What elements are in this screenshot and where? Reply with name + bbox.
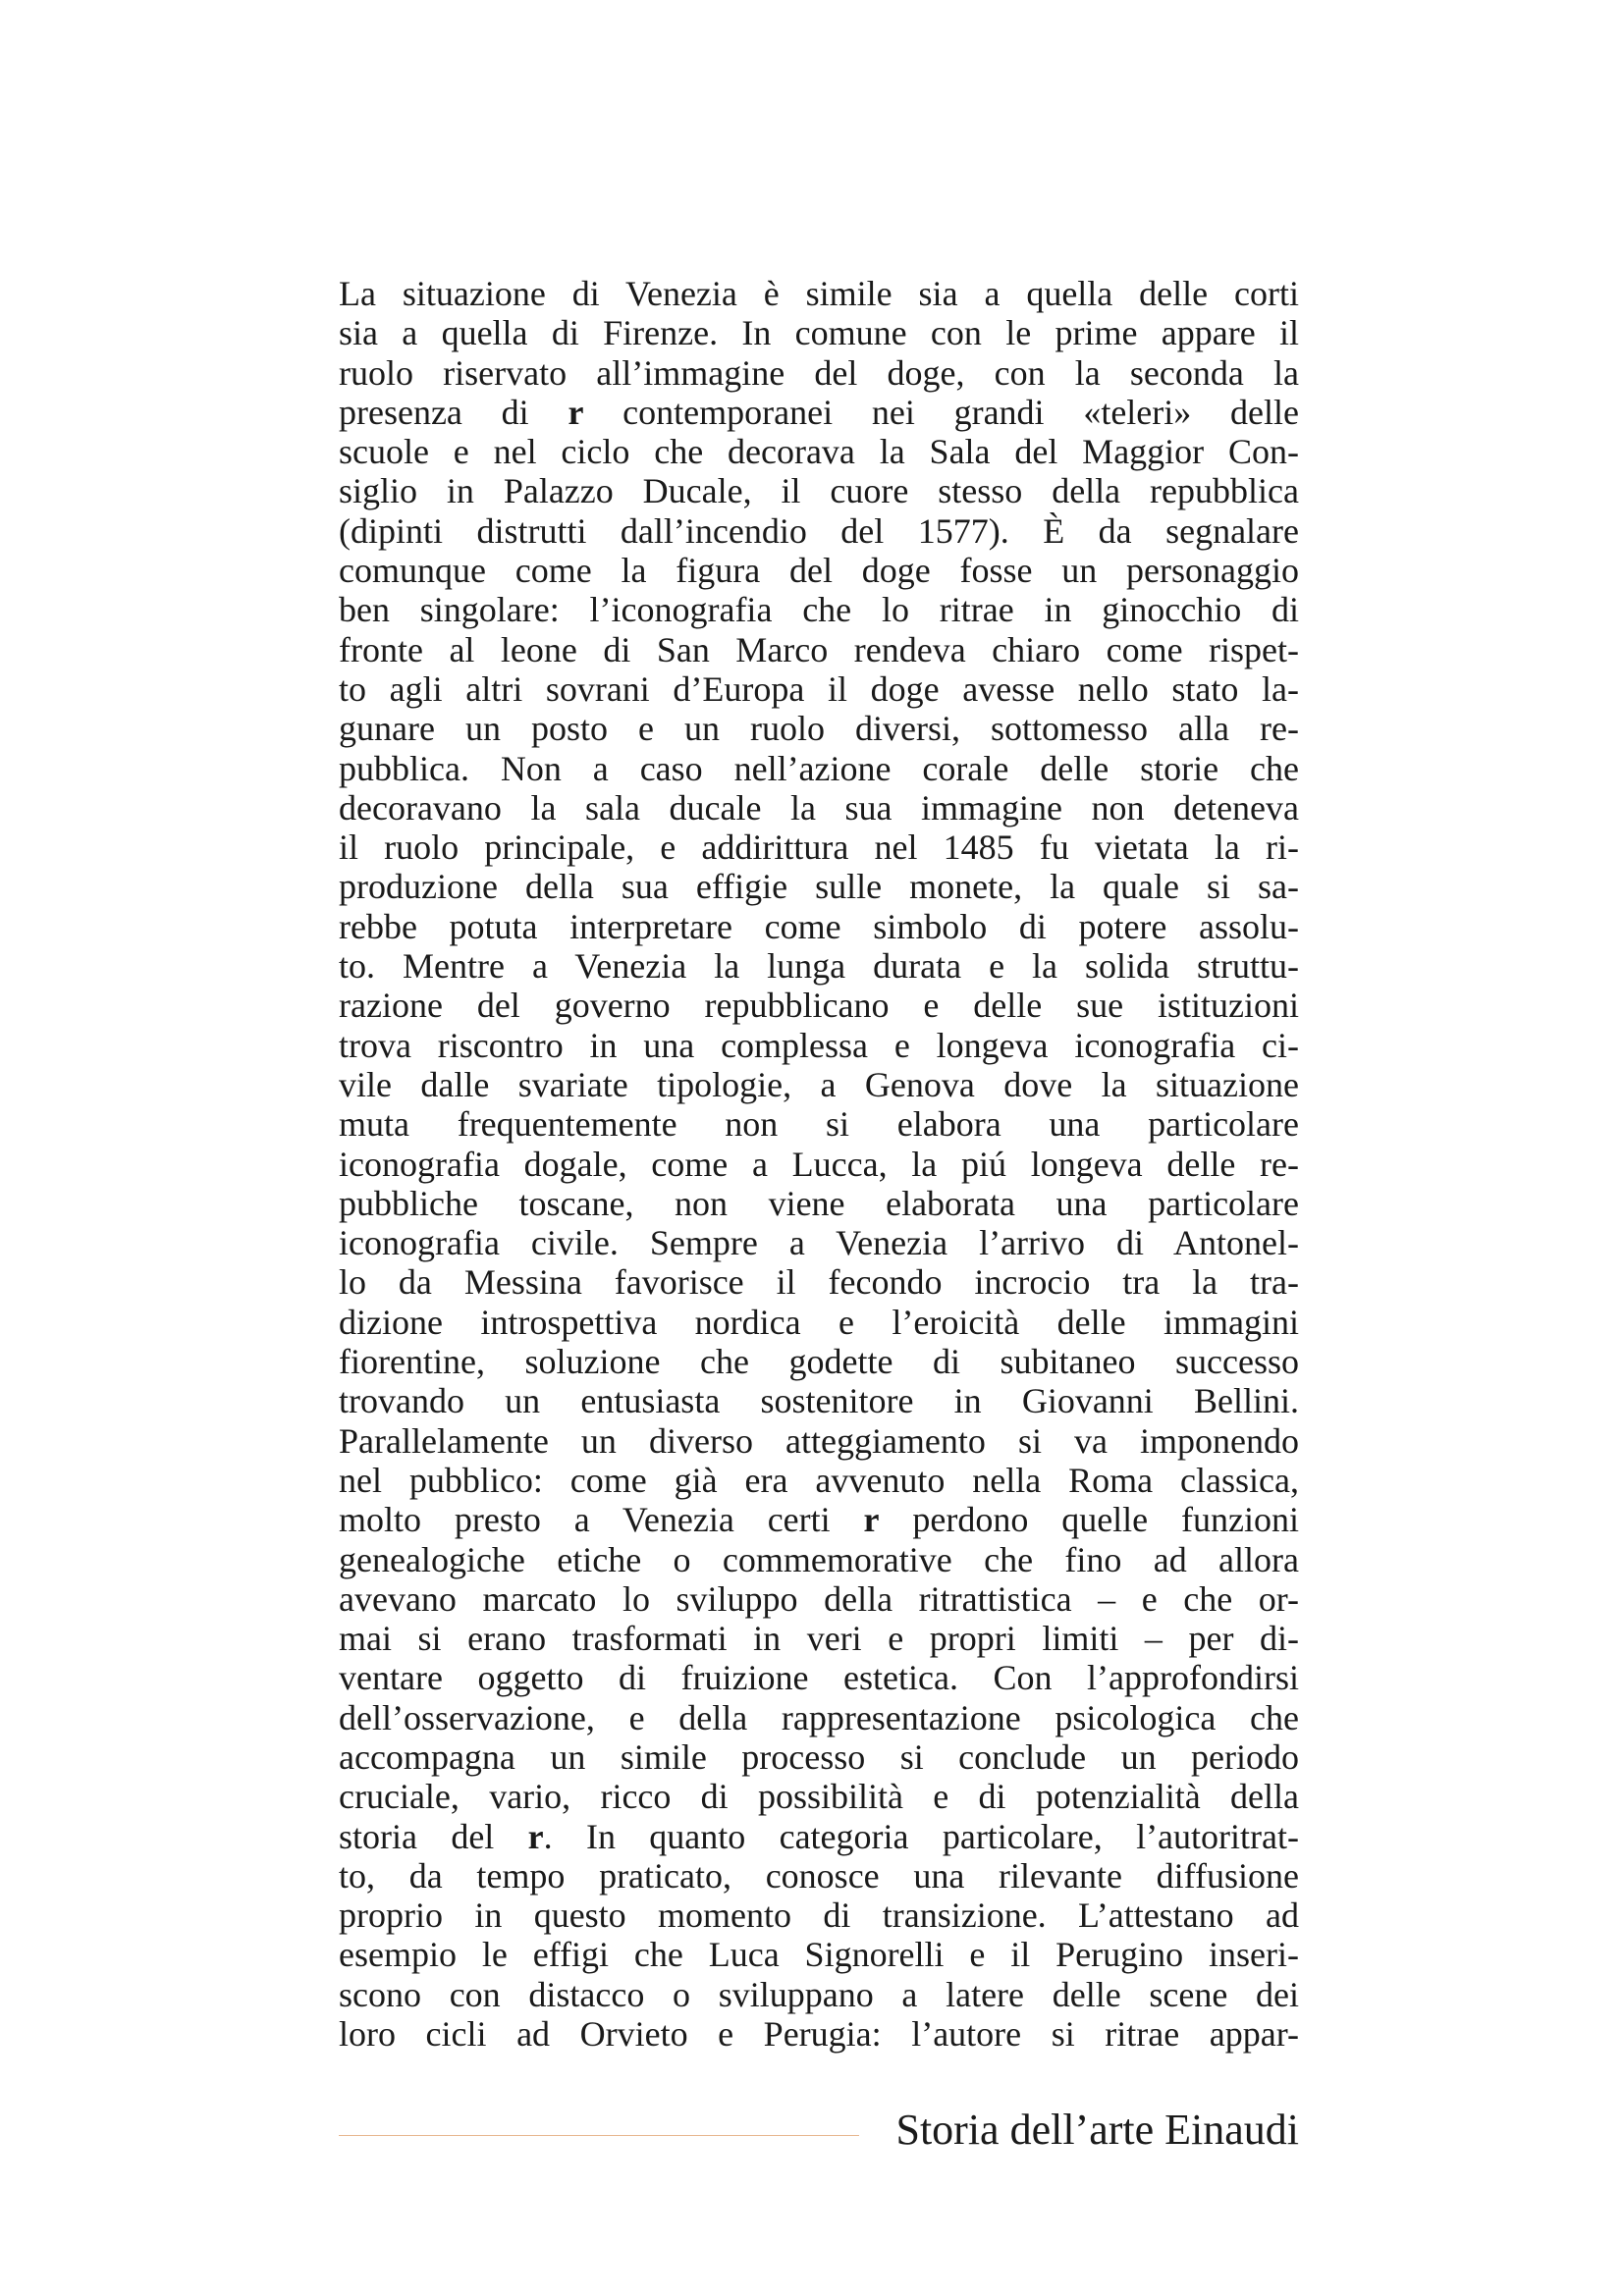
- text-line: to agli altri sovrani d’Europa il doge avesse nello stato la-: [339, 668, 1299, 709]
- text-line: presenza di r contemporanei nei grandi «teleri» delle: [339, 392, 1299, 432]
- text-line: fiorentine, soluzione che godette di subitaneo successo: [339, 1342, 1299, 1382]
- text-line: rebbe potuta interpretare come simbolo di potere assolu-: [339, 906, 1299, 946]
- text-line: pubbliche toscane, non viene elaborata una particolare: [339, 1183, 1299, 1223]
- text-line: sia a quella di Firenze. In comune con le prime appare il: [339, 313, 1299, 353]
- text-line: siglio in Palazzo Ducale, il cuore stesso della repubblica: [339, 471, 1299, 511]
- text-line: vile dalle svariate tipologie, a Genova dove la situazione: [339, 1064, 1299, 1104]
- text-line: razione del governo repubblicano e delle sue istituzioni: [339, 986, 1299, 1026]
- text-line: to. Mentre a Venezia la lunga durata e la solida struttu-: [339, 946, 1299, 987]
- text-line: comunque come la figura del doge fosse un personaggio: [339, 551, 1299, 591]
- text-line: scuole e nel ciclo che decorava la Sala del Maggior Con-: [339, 432, 1299, 472]
- text-line: lo da Messina favorisce il fecondo incrocio tra la tra-: [339, 1262, 1299, 1303]
- text-line: avevano marcato lo sviluppo della ritrattistica – e che or-: [339, 1578, 1299, 1619]
- text-line: ben singolare: l’iconografia che lo ritrae in ginocchio di: [339, 590, 1299, 630]
- page-footer: [339, 2101, 1299, 2160]
- text-line: ventare oggetto di fruizione estetica. Con l’approfondirsi: [339, 1658, 1299, 1698]
- text-line: esempio le effigi che Luca Signorelli e il Perugino inseri-: [339, 1935, 1299, 1975]
- text-line: trovando un entusiasta sostenitore in Giovanni Bellini.: [339, 1381, 1299, 1421]
- text-line: scono con distacco o sviluppano a latere delle scene dei: [339, 1974, 1299, 2014]
- text-line: cruciale, vario, ricco di possibilità e di potenzialità della: [339, 1777, 1299, 1817]
- text-line: storia del r. In quanto categoria particolare, l’autoritrat-: [339, 1816, 1299, 1856]
- text-line: decoravano la sala ducale la sua immagine non deteneva: [339, 787, 1299, 828]
- body-text: [339, 274, 1299, 2054]
- text-line: ruolo riservato all’immagine del doge, con la seconda la: [339, 352, 1299, 393]
- text-line: mai si erano trasformati in veri e propri limiti – per di-: [339, 1619, 1299, 1659]
- text-line: La situazione di Venezia è simile sia a quella delle corti: [339, 274, 1299, 313]
- text-line: molto presto a Venezia certi r perdono quelle funzioni: [339, 1500, 1299, 1540]
- text-line: iconografia civile. Sempre a Venezia l’arrivo di Antonel-: [339, 1223, 1299, 1263]
- text-line: il ruolo principale, e addirittura nel 1485 fu vietata la ri-: [339, 828, 1299, 868]
- text-line: accompagna un simile processo si conclude un periodo: [339, 1736, 1299, 1777]
- text-line: Parallelamente un diverso atteggiamento si va imponendo: [339, 1420, 1299, 1461]
- text-line: dizione introspettiva nordica e l’eroicità delle immagini: [339, 1302, 1299, 1342]
- text-line: to, da tempo praticato, conosce una rilevante diffusione: [339, 1855, 1299, 1896]
- text-line: produzione della sua effigie sulle monete, la quale si sa-: [339, 867, 1299, 907]
- text-line: pubblica. Non a caso nell’azione corale delle storie che: [339, 748, 1299, 788]
- text-line: muta frequentemente non si elabora una particolare: [339, 1104, 1299, 1145]
- text-line: fronte al leone di San Marco rendeva chiaro come rispet-: [339, 629, 1299, 669]
- footer-rule: [339, 2135, 859, 2136]
- text-line: gunare un posto e un ruolo diversi, sottomesso alla re-: [339, 709, 1299, 749]
- text-line: proprio in questo momento di transizione. L’attestano ad: [339, 1896, 1299, 1936]
- text-line: dell’osservazione, e della rappresentazione psicologica che: [339, 1697, 1299, 1737]
- text-line: trova riscontro in una complessa e longeva iconografia ci-: [339, 1025, 1299, 1065]
- text-line: (dipinti distrutti dall’incendio del 1577). È da segnalare: [339, 510, 1299, 551]
- text-line: loro cicli ad Orvieto e Perugia: l’autore si ritrae appar-: [339, 2014, 1299, 2055]
- text-line: iconografia dogale, come a Lucca, la piú longeva delle re-: [339, 1144, 1299, 1184]
- footer-title: Storia dell’arte Einaudi: [895, 2106, 1299, 2154]
- text-line: genealogiche etiche o commemorative che fino ad allora: [339, 1539, 1299, 1579]
- text-line: nel pubblico: come già era avvenuto nella Roma classica,: [339, 1460, 1299, 1500]
